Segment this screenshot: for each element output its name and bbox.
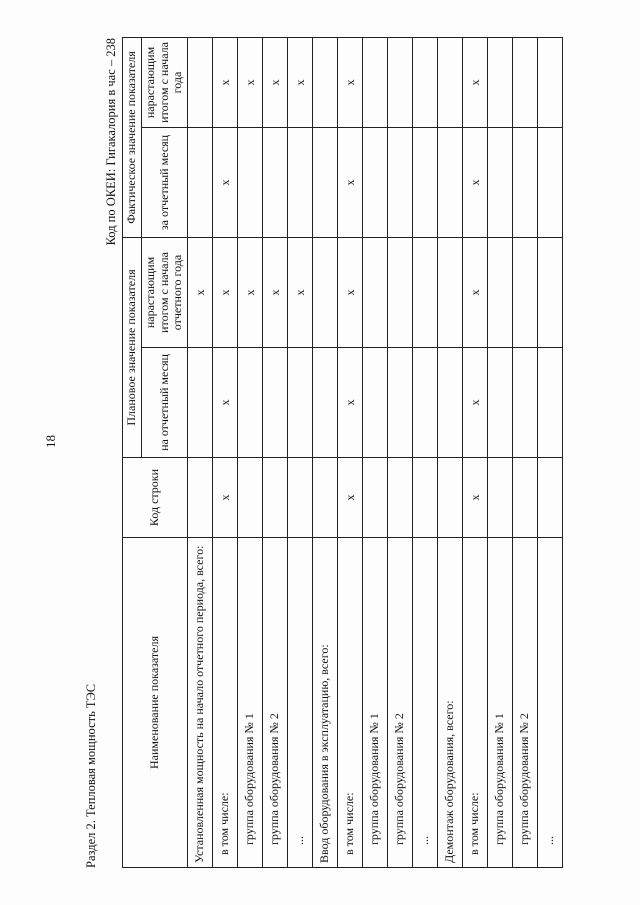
planned-month-cell — [263, 348, 288, 458]
thermal-capacity-table — [122, 37, 563, 868]
actual-cumulative-cell: х — [263, 37, 288, 127]
row-code-cell: х — [213, 458, 238, 538]
actual-month-cell — [188, 127, 213, 237]
row-name-cell: группа оборудования № 2 — [388, 538, 413, 868]
row-code-cell — [188, 458, 213, 538]
planned-cumulative-cell — [413, 237, 438, 347]
okei-code: Код по ОКЕИ: Гигакалория в час – 238 — [104, 38, 118, 246]
planned-month-cell — [538, 348, 563, 458]
row-name-cell: Установленная мощность на начало отчетного периода, всего: — [188, 538, 213, 868]
planned-month-cell — [188, 348, 213, 458]
planned-cumulative-cell: х — [188, 237, 213, 347]
actual-cumulative-cell — [513, 37, 538, 127]
row-code-cell — [388, 458, 413, 538]
actual-cumulative-cell: х — [288, 37, 313, 127]
actual-month-cell — [538, 127, 563, 237]
header-row-1 — [123, 37, 142, 867]
table-row — [488, 37, 513, 867]
planned-month-cell — [388, 348, 413, 458]
row-name-cell: группа оборудования № 1 — [238, 538, 263, 868]
row-code-cell: х — [338, 458, 363, 538]
table-row — [413, 37, 438, 867]
table-row — [263, 37, 288, 867]
row-name-cell: Демонтаж оборудования, всего: — [438, 538, 463, 868]
planned-cumulative-cell — [538, 237, 563, 347]
table-row — [213, 37, 238, 867]
actual-cumulative-cell: х — [213, 37, 238, 127]
table-row — [538, 37, 563, 867]
planned-cumulative-cell: х — [238, 237, 263, 347]
actual-month-cell — [288, 127, 313, 237]
planned-month-cell: х — [338, 348, 363, 458]
header-planned: Плановое значение показателя — [123, 237, 142, 457]
actual-month-cell — [363, 127, 388, 237]
header-actual: Фактическое значение показателя — [123, 37, 142, 237]
planned-month-cell — [413, 348, 438, 458]
planned-cumulative-cell — [438, 237, 463, 347]
actual-month-cell: х — [463, 127, 488, 237]
row-code-cell — [313, 458, 338, 538]
actual-month-cell — [438, 127, 463, 237]
actual-cumulative-cell — [538, 37, 563, 127]
actual-month-cell — [488, 127, 513, 237]
planned-cumulative-cell: х — [288, 237, 313, 347]
planned-month-cell — [438, 348, 463, 458]
actual-cumulative-cell — [488, 37, 513, 127]
header-code: Код строки — [123, 458, 188, 538]
planned-cumulative-cell — [388, 237, 413, 347]
row-code-cell: х — [463, 458, 488, 538]
row-name-cell: в том числе: — [213, 538, 238, 868]
actual-cumulative-cell — [388, 37, 413, 127]
planned-cumulative-cell: х — [463, 237, 488, 347]
page-number: 18 — [43, 435, 58, 448]
table-row — [188, 37, 213, 867]
planned-cumulative-cell: х — [213, 237, 238, 347]
table-row — [513, 37, 538, 867]
actual-month-cell — [413, 127, 438, 237]
row-name-cell: в том числе: — [338, 538, 363, 868]
planned-month-cell — [363, 348, 388, 458]
header-planned-month: на отчетный месяц — [141, 348, 187, 458]
actual-cumulative-cell — [413, 37, 438, 127]
row-code-cell — [288, 458, 313, 538]
row-code-cell — [488, 458, 513, 538]
actual-month-cell — [238, 127, 263, 237]
row-name-cell: группа оборудования № 2 — [513, 538, 538, 868]
row-code-cell — [238, 458, 263, 538]
table-row — [463, 37, 488, 867]
actual-cumulative-cell: х — [238, 37, 263, 127]
planned-month-cell — [238, 348, 263, 458]
table-row — [313, 37, 338, 867]
header-planned-cumulative: нарастающим итогом с начала отчетного года — [141, 237, 187, 347]
row-code-cell — [538, 458, 563, 538]
planned-cumulative-cell — [513, 237, 538, 347]
planned-cumulative-cell: х — [338, 237, 363, 347]
row-code-cell — [413, 458, 438, 538]
row-name-cell: группа оборудования № 2 — [263, 538, 288, 868]
planned-month-cell — [288, 348, 313, 458]
planned-cumulative-cell — [313, 237, 338, 347]
actual-month-cell — [313, 127, 338, 237]
table-row — [288, 37, 313, 867]
row-code-cell — [263, 458, 288, 538]
planned-cumulative-cell — [363, 237, 388, 347]
planned-month-cell: х — [463, 348, 488, 458]
row-name-cell: ... — [413, 538, 438, 868]
actual-month-cell: х — [213, 127, 238, 237]
planned-month-cell: х — [213, 348, 238, 458]
table-row — [438, 37, 463, 867]
header-name: Наименование показателя — [123, 538, 188, 868]
planned-month-cell — [513, 348, 538, 458]
table-row — [388, 37, 413, 867]
table-row — [363, 37, 388, 867]
actual-month-cell: х — [338, 127, 363, 237]
actual-cumulative-cell: х — [463, 37, 488, 127]
row-code-cell — [513, 458, 538, 538]
row-code-cell — [438, 458, 463, 538]
actual-cumulative-cell — [188, 37, 213, 127]
rotated-sheet — [84, 38, 584, 868]
planned-month-cell — [313, 348, 338, 458]
actual-cumulative-cell — [363, 37, 388, 127]
actual-month-cell — [388, 127, 413, 237]
row-name-cell: Ввод оборудования в эксплуатацию, всего: — [313, 538, 338, 868]
actual-cumulative-cell: х — [338, 37, 363, 127]
row-code-cell — [363, 458, 388, 538]
row-name-cell: ... — [538, 538, 563, 868]
table-body — [188, 37, 563, 867]
planned-cumulative-cell: х — [263, 237, 288, 347]
actual-month-cell — [513, 127, 538, 237]
actual-cumulative-cell — [313, 37, 338, 127]
actual-month-cell — [263, 127, 288, 237]
row-name-cell: ... — [288, 538, 313, 868]
header-actual-cumulative: нарастающим итогом с начала года — [141, 37, 187, 127]
header-actual-month: за отчетный месяц — [141, 127, 187, 237]
row-name-cell: в том числе: — [463, 538, 488, 868]
table-row — [338, 37, 363, 867]
row-name-cell: группа оборудования № 1 — [363, 538, 388, 868]
actual-cumulative-cell — [438, 37, 463, 127]
table-row — [238, 37, 263, 867]
planned-cumulative-cell — [488, 237, 513, 347]
row-name-cell: группа оборудования № 1 — [488, 538, 513, 868]
planned-month-cell — [488, 348, 513, 458]
section-title: Раздел 2. Тепловая мощность ТЭС — [84, 683, 98, 868]
